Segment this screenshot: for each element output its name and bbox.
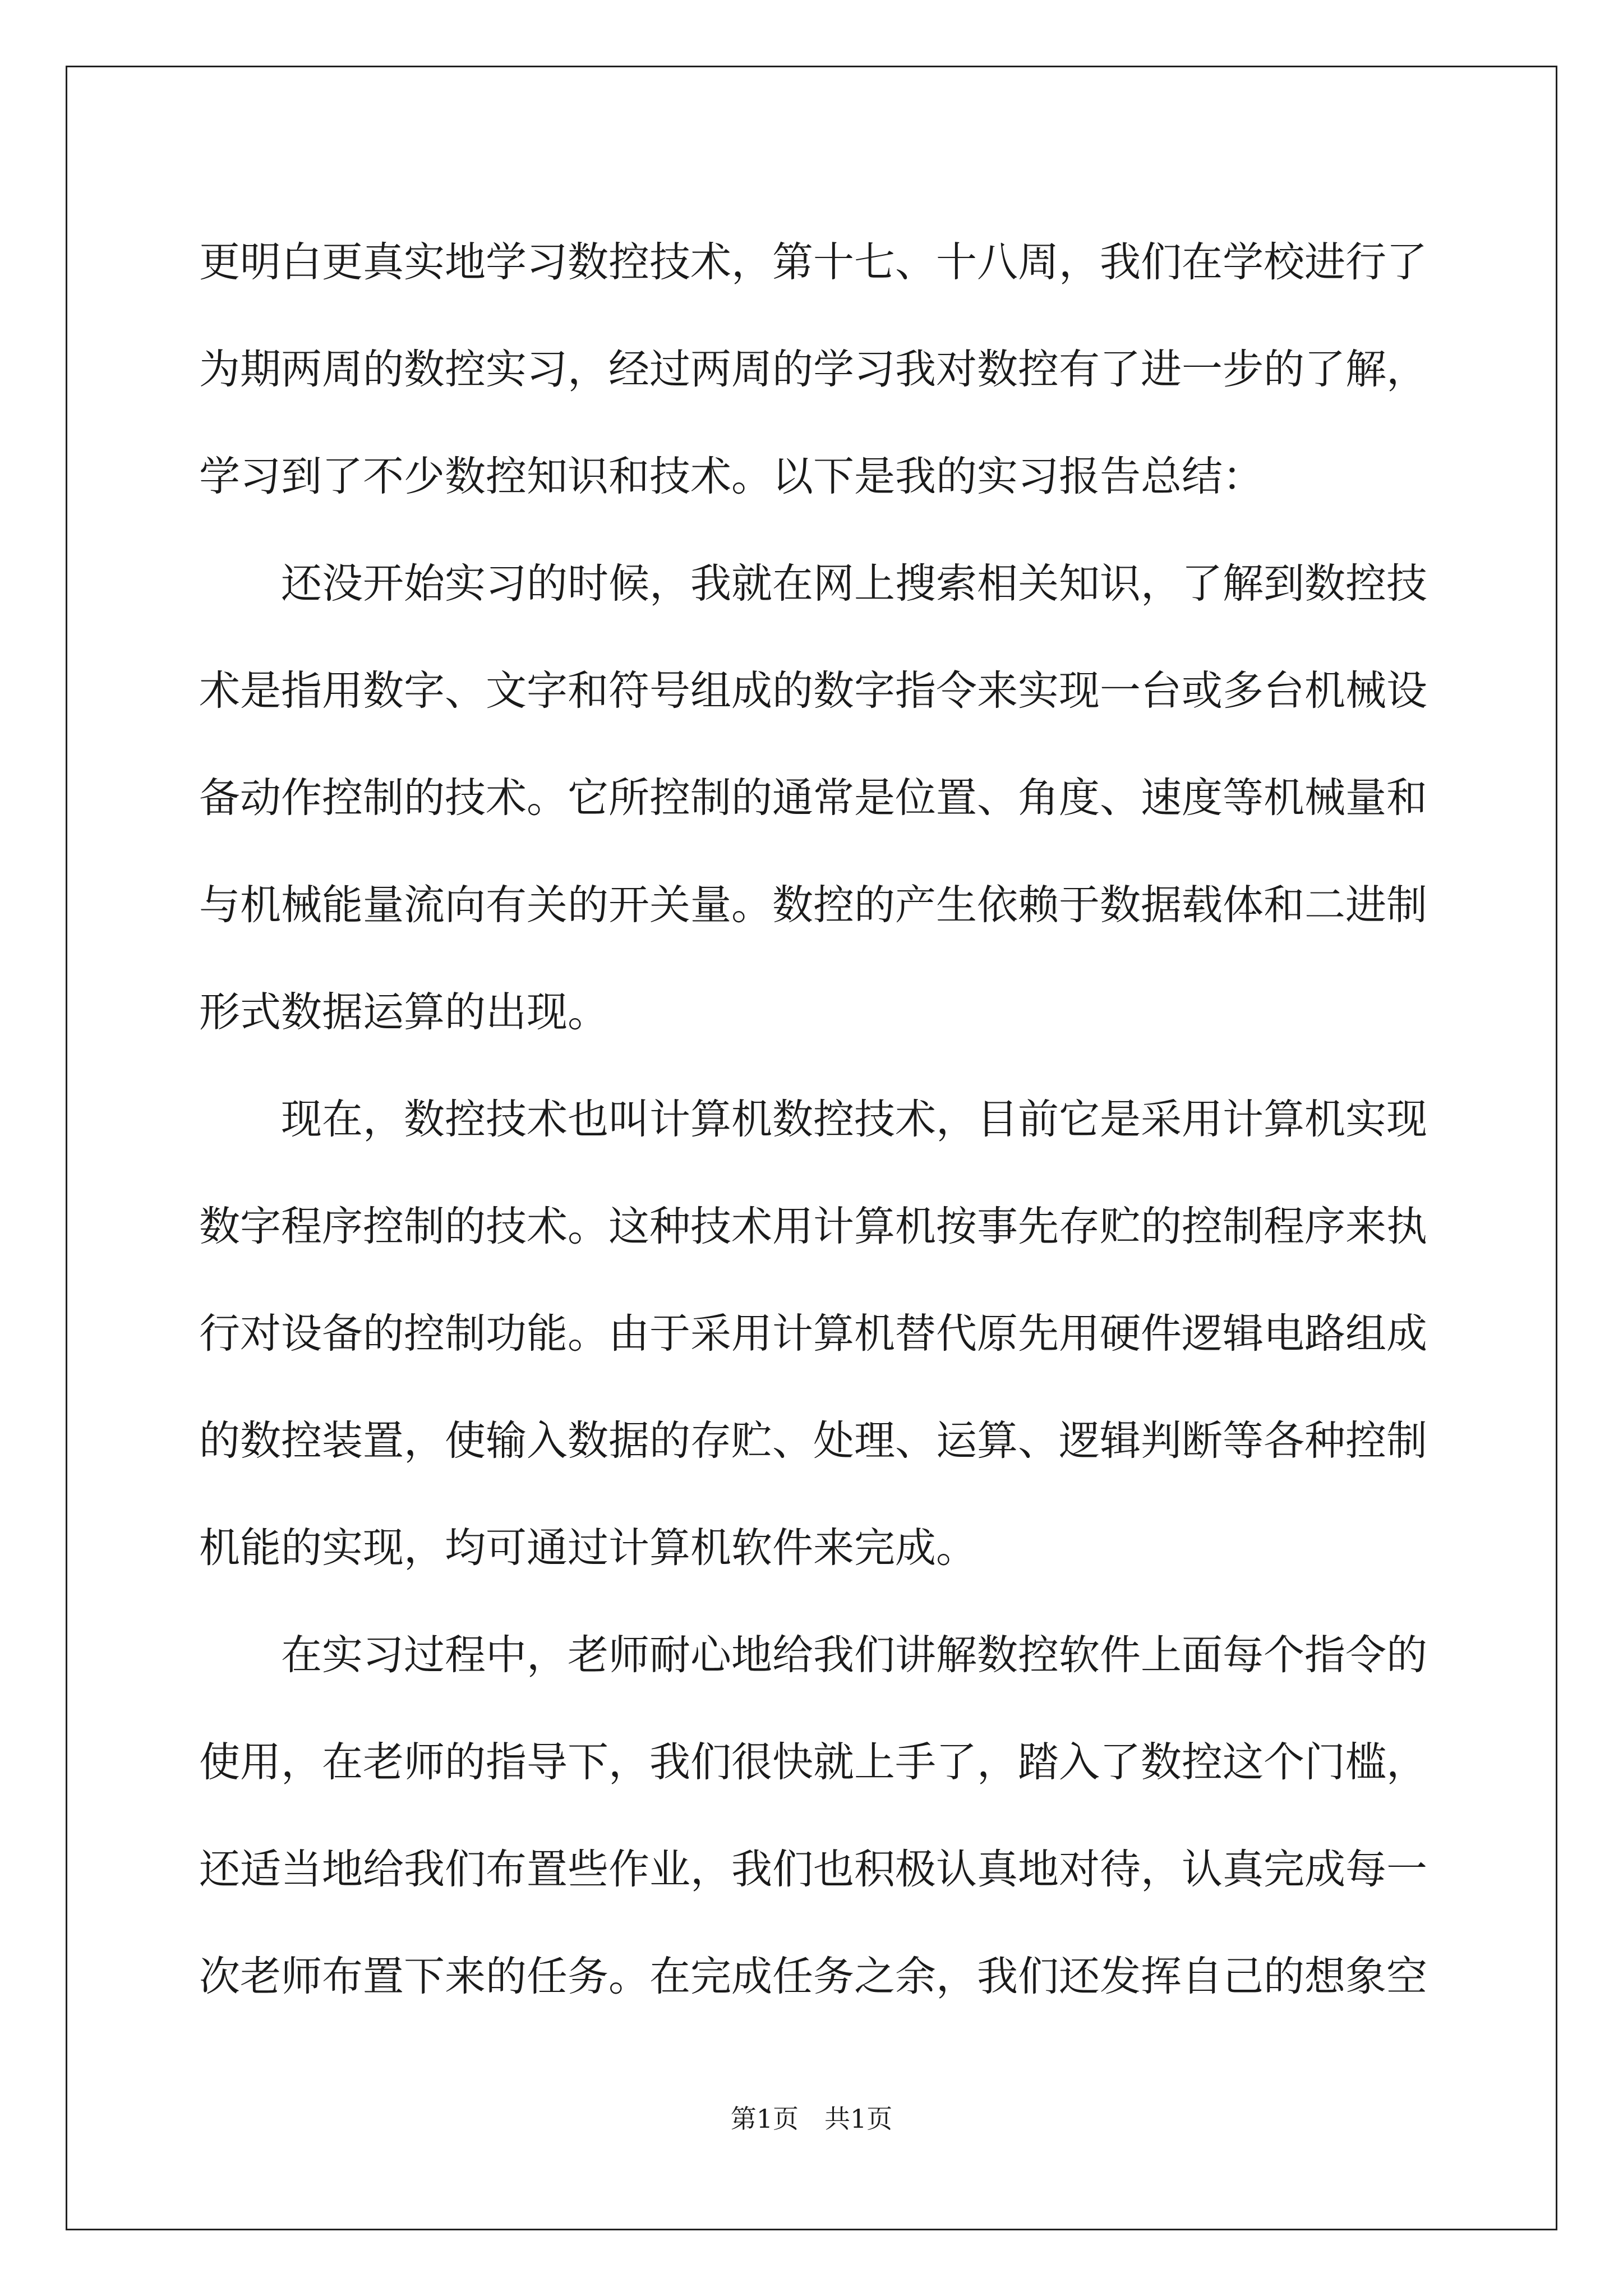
text-line: 与机械能量流向有关的开关量。数控的产生依赖于数据载体和二进制 <box>199 881 1427 929</box>
text-line: 机能的实现，均可通过计算机软件来完成。 <box>199 1524 977 1572</box>
document-body <box>199 209 1427 2030</box>
text-line: 的数控装置，使输入数据的存贮、处理、运算、逻辑判断等各种控制 <box>199 1417 1427 1465</box>
text-line: 术是指用数字、文字和符号组成的数字指令来实现一台或多台机械设 <box>199 667 1427 715</box>
text-line: 现在，数控技术也叫计算机数控技术，目前它是采用计算机实现 <box>281 1096 1427 1143</box>
text-line: 行对设备的控制功能。由于采用计算机替代原先用硬件逻辑电路组成 <box>199 1310 1427 1358</box>
text-line: 使用，在老师的指导下，我们很快就上手了，踏入了数控这个门槛， <box>199 1738 1427 1786</box>
text-line: 在实习过程中，老师耐心地给我们讲解数控软件上面每个指令的 <box>281 1631 1427 1679</box>
text-line: 学习到了不少数控知识和技术。以下是我的实习报告总结： <box>199 453 1264 500</box>
text-line: 次老师布置下来的任务。在完成任务之余，我们还发挥自己的想象空 <box>199 1953 1427 2000</box>
page-number: 第1页 <box>730 2104 799 2134</box>
text-line: 还没开始实习的时候，我就在网上搜索相关知识，了解到数控技 <box>281 560 1427 608</box>
text-line: 备动作控制的技术。它所控制的通常是位置、角度、速度等机械量和 <box>199 774 1427 822</box>
page-footer <box>0 2102 1623 2136</box>
page-total: 共1页 <box>824 2104 893 2134</box>
text-line: 还适当地给我们布置些作业，我们也积极认真地对待，认真完成每一 <box>199 1846 1427 1893</box>
text-line: 数字程序控制的技术。这种技术用计算机按事先存贮的控制程序来执 <box>199 1203 1427 1250</box>
text-line: 形式数据运算的出现。 <box>199 988 608 1036</box>
text-line: 更明白更真实地学习数控技术，第十七、十八周，我们在学校进行了 <box>199 238 1427 286</box>
text-line: 为期两周的数控实习，经过两周的学习我对数控有了进一步的了解， <box>199 346 1427 393</box>
